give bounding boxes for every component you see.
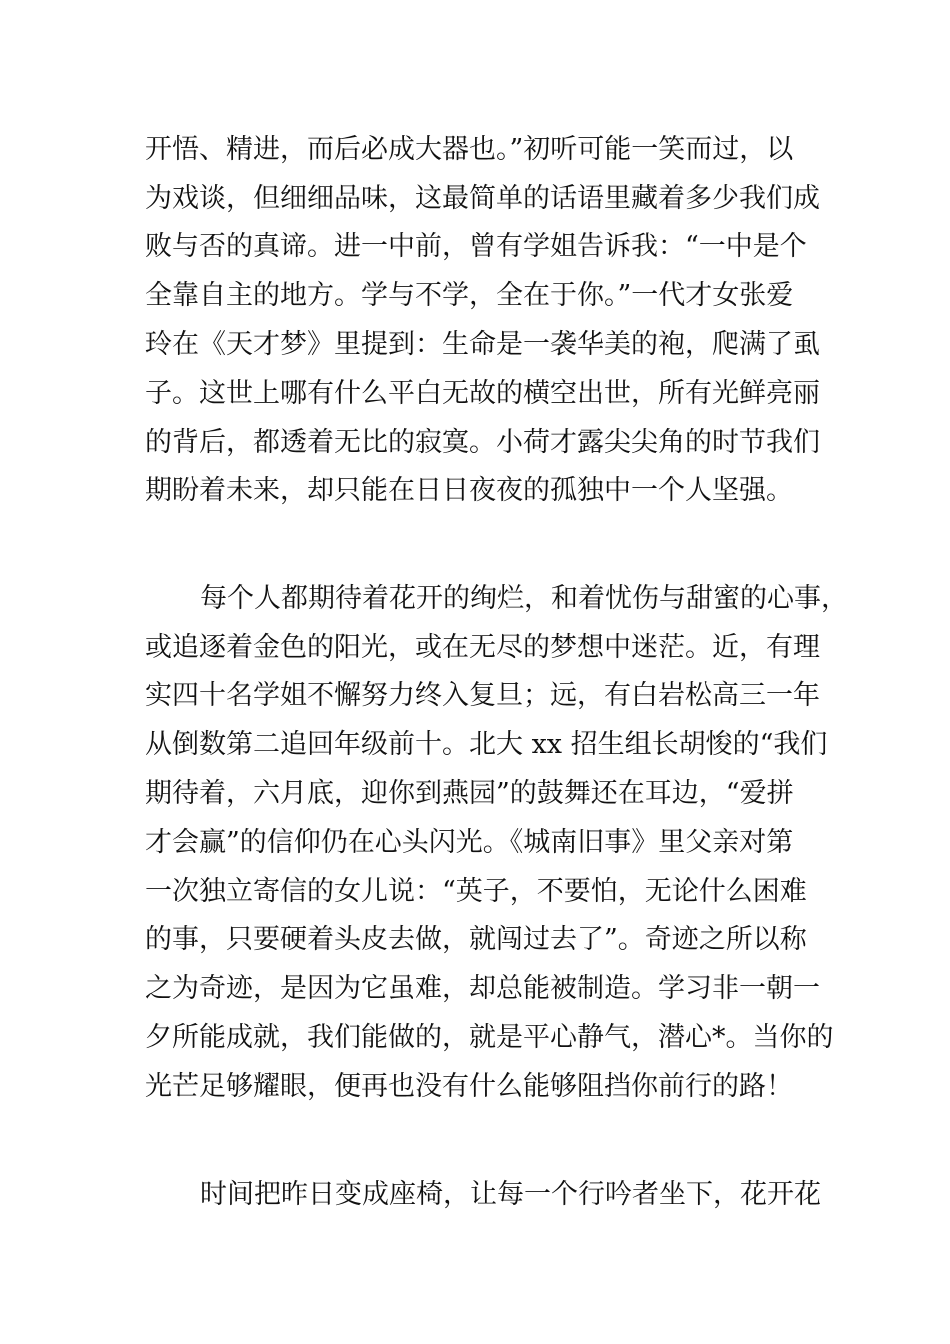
text-line: 期盼着未来，却只能在日日夜夜的孤独中一个人坚强。 bbox=[145, 475, 793, 506]
text-line: 败与否的真谛。进一中前，曾有学姐告诉我：“一中是个 bbox=[145, 231, 807, 262]
text-line: 全靠自主的地方。学与不学，全在于你。”一代才女张爱 bbox=[145, 280, 794, 311]
text-line: 从倒数第二追回年级前十。北大 xx 招生组长胡悛的“我们 bbox=[145, 729, 828, 760]
text-line: 的背后，都透着无比的寂寞。小荷才露尖尖角的时节我们 bbox=[145, 427, 820, 458]
text-line: 玲在《天才梦》里提到：生命是一袭华美的袍，爬满了虱 bbox=[145, 329, 820, 360]
text-line: 的事，只要硬着头皮去做，就闯过去了”。奇迹之所以称 bbox=[145, 924, 807, 955]
text-line: 每个人都期待着花开的绚烂，和着忧伤与甜蜜的心事， bbox=[200, 583, 848, 614]
text-line: 一次独立寄信的女儿说：“英子，不要怕，无论什么困难 bbox=[145, 876, 807, 907]
text-line: 期待着，六月底，迎你到燕园”的鼓舞还在耳边，“爱拼 bbox=[145, 778, 794, 809]
text-line: 才会赢”的信仰仍在心头闪光。《城南旧事》里父亲对第 bbox=[145, 827, 794, 858]
text-line: 为戏谈，但细细品味，这最简单的话语里藏着多少我们成 bbox=[145, 183, 820, 214]
text-line: 时间把昨日变成座椅，让每一个行吟者坐下，花开花 bbox=[200, 1179, 821, 1210]
text-line: 实四十名学姐不懈努力终入复旦；远，有白岩松高三一年 bbox=[145, 680, 820, 711]
text-line: 之为奇迹，是因为它虽难，却总能被制造。学习非一朝一 bbox=[145, 973, 820, 1004]
text-line: 夕所能成就，我们能做的，就是平心静气，潜心*。当你的 bbox=[145, 1022, 834, 1053]
text-line: 或追逐着金色的阳光，或在无尽的梦想中迷茫。近，有理 bbox=[145, 632, 820, 663]
text-line: 光芒足够耀眼，便再也没有什么能够阻挡你前行的路！ bbox=[145, 1071, 793, 1102]
text-line: 开悟、精进，而后必成大器也。”初听可能一笑而过，以 bbox=[145, 134, 794, 165]
text-line: 子。这世上哪有什么平白无故的横空出世，所有光鲜亮丽 bbox=[145, 378, 820, 409]
